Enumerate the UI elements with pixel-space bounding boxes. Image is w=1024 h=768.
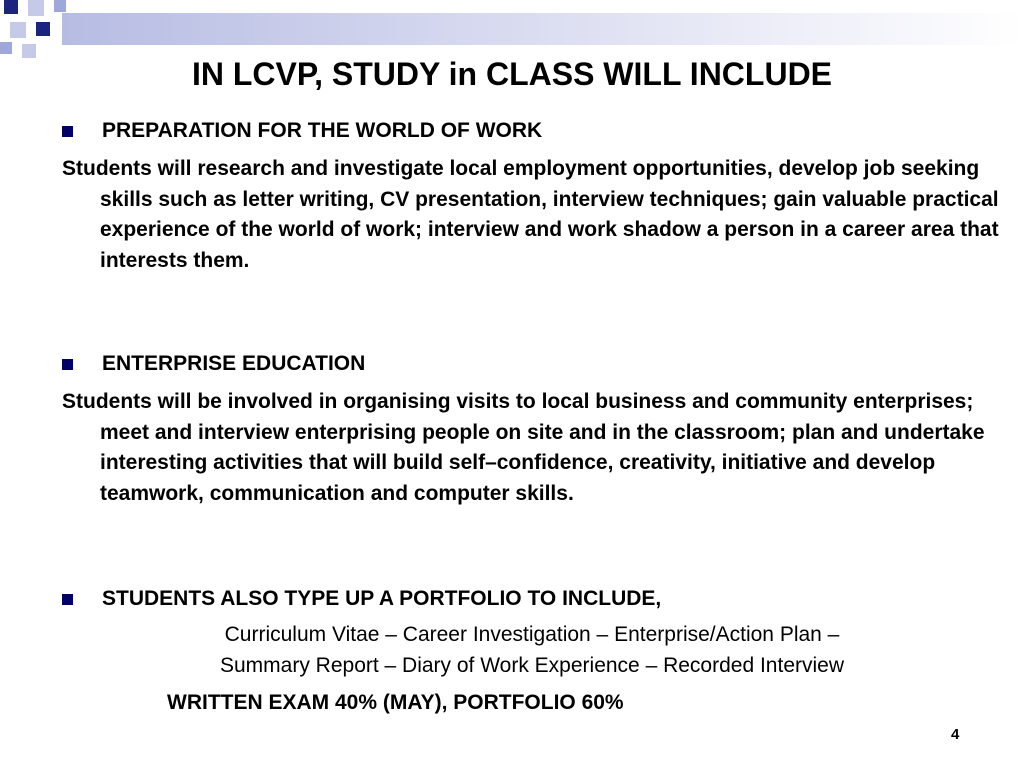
portfolio-items-line-1: Curriculum Vitae – Career Investigation – Enterprise/Action Plan – xyxy=(224,623,840,646)
square-bullet-icon xyxy=(62,594,73,605)
slide-title: IN LCVP, STUDY in CLASS WILL INCLUDE xyxy=(191,56,833,92)
section-heading-enterprise-education xyxy=(62,351,365,377)
heading-text: ENTERPRISE EDUCATION xyxy=(102,352,366,375)
heading-text: STUDENTS ALSO TYPE UP A PORTFOLIO TO INCLUDE, xyxy=(102,587,662,610)
heading-text: PREPARATION FOR THE WORLD OF WORK xyxy=(102,119,543,142)
paragraph-world-of-work: Students will research and investigate local employment opportunities, develop job seeking skills such as letter writing, CV presentation, interview techniques; gain valuable practical experience of the world of work; interview and work shadow a person in a career area that interests them. xyxy=(62,157,999,272)
portfolio-items-line-2: Summary Report – Diary of Work Experience – Recorded Interview xyxy=(219,654,845,677)
paragraph-enterprise-education: Students will be involved in organising visits to local business and community enterprises; meet and interview enterprising people on site and in the classroom; plan and undertake interesting activities that will build self–confidence, creativity, initiative and develop teamwork, communication and computer skills. xyxy=(62,390,985,505)
section-heading-world-of-work xyxy=(62,118,542,144)
page-number: 4 xyxy=(951,726,960,743)
square-bullet-icon xyxy=(62,359,73,370)
header-gradient-bar xyxy=(62,13,1024,45)
exam-weighting: WRITTEN EXAM 40% (MAY), PORTFOLIO 60% xyxy=(167,691,624,714)
section-heading-portfolio xyxy=(62,586,661,612)
square-bullet-icon xyxy=(62,126,73,137)
